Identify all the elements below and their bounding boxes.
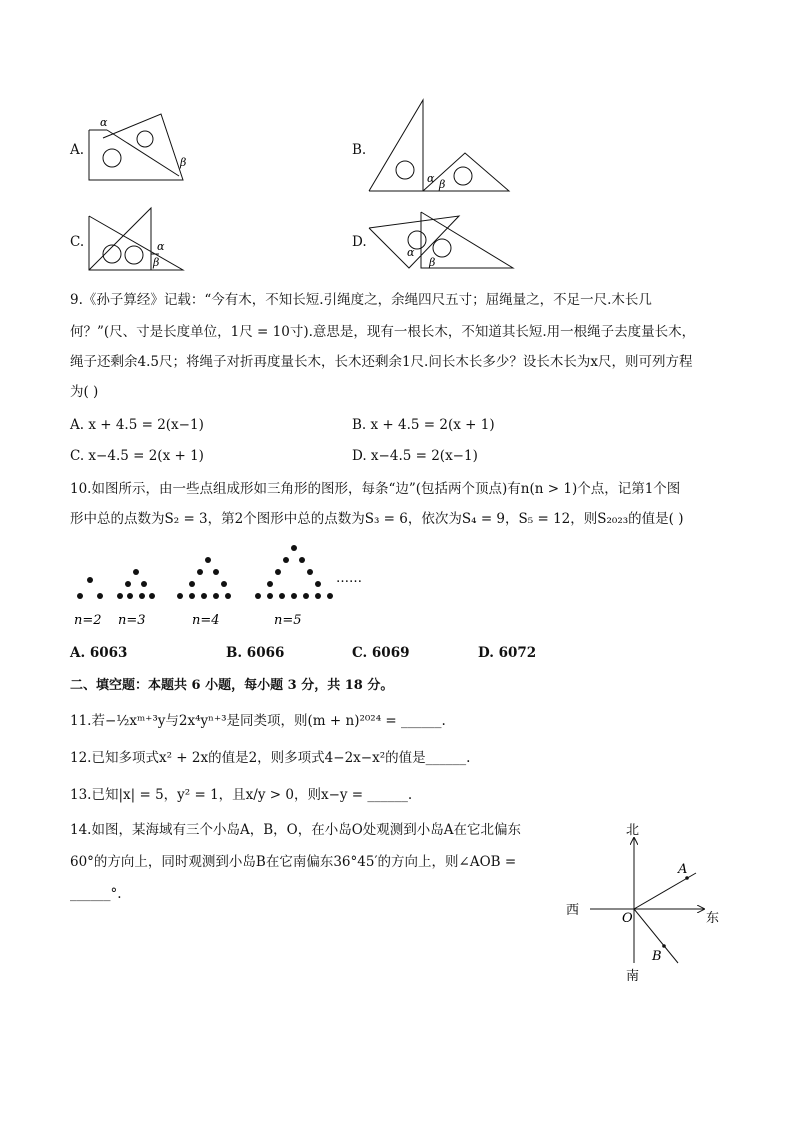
q9-option-d: D. x−4.5 = 2(x−1) xyxy=(352,448,478,464)
q12-text: 12.已知多项式x² + 2x的值是2，则多项式4−2x−x²的值是______. xyxy=(70,750,471,766)
q9-option-b: B. x + 4.5 = 2(x + 1) xyxy=(352,417,495,433)
q14-line-3: ______°. xyxy=(70,886,122,902)
q9-option-c: C. x−4.5 = 2(x + 1) xyxy=(70,448,204,464)
west-label: 西 xyxy=(566,903,580,918)
q9-line-2: 何？”(尺、寸是长度单位，1尺 = 10寸).意思是，现有一根长木，不知道其长短.用一根绳子去度量长木， xyxy=(70,324,696,340)
q14-line-1: 14.如图，某海域有三个小岛A，B，O，在小岛O处观测到小岛A在它北偏东 xyxy=(70,822,522,838)
label-n3: n=3 xyxy=(118,613,146,628)
fig-option-c-label: C. xyxy=(70,234,85,250)
q13-text: 13.已知|x| = 5，y² = 1，且x/y > 0，则x−y = ______. xyxy=(70,787,413,803)
q10-option-a: A. 6063 xyxy=(70,645,128,661)
svg-text:α: α xyxy=(427,172,435,185)
east-label: 东 xyxy=(706,911,720,926)
alpha-label: α xyxy=(100,116,108,129)
q10-option-d: D. 6072 xyxy=(478,645,537,661)
triangle-n5 xyxy=(255,545,333,599)
triangle-n2 xyxy=(77,577,103,599)
point-a-label: A xyxy=(678,862,688,877)
q9-line-1: 9.《孙子算经》记载：“今有木，不知长短.引绳度之，余绳四尺五寸；屈绳量之，不足一尺.木长几 xyxy=(70,292,652,308)
fig-option-d-label: D. xyxy=(352,234,367,250)
triangle-n3 xyxy=(117,569,155,599)
svg-text:α: α xyxy=(407,246,415,259)
q14-line-2: 60°的方向上，同时观测到小岛B在它南偏东36°45′的方向上，则∠AOB = xyxy=(70,854,517,870)
q11-text: 11.若−½xᵐ⁺³y与2x⁴yⁿ⁺³是同类项，则(m + n)²⁰²⁴ = ______. xyxy=(70,713,446,729)
svg-text:β: β xyxy=(439,178,446,191)
svg-text:β: β xyxy=(153,256,160,269)
q10-line-1: 10.如图所示，由一些点组成形如三角形的图形，每条“边”(包括两个顶点)有n(n > 1)个点，记第1个图 xyxy=(70,481,681,497)
beta-label: β xyxy=(180,156,187,169)
fig-option-a-label: A. xyxy=(70,142,85,158)
north-label: 北 xyxy=(626,823,640,838)
south-label: 南 xyxy=(626,969,640,984)
q9-line-3: 绳子还剩余4.5尺；将绳子对折再度量长木，长木还剩余1尺.问长木长多少？设长木长为x尺，则可列方程 xyxy=(70,354,693,370)
q10-option-b: B. 6066 xyxy=(226,645,285,661)
q10-option-c: C. 6069 xyxy=(352,645,410,661)
point-o-label: O xyxy=(622,911,633,926)
ellipsis: …… xyxy=(336,571,362,586)
q9-line-4: 为( ) xyxy=(70,384,99,400)
triangle-n4 xyxy=(177,557,231,599)
label-n2: n=2 xyxy=(74,613,102,628)
svg-text:β: β xyxy=(429,256,436,269)
fig-option-c xyxy=(85,206,195,274)
fig-option-b-label: B. xyxy=(352,142,367,158)
section-2-title: 二、填空题：本题共 6 小题，每小题 3 分，共 18 分。 xyxy=(70,678,394,693)
point-b-label: B xyxy=(652,949,662,964)
svg-text:α: α xyxy=(157,240,165,253)
q10-line-2: 形中总的点数为S₂ = 3，第2个图形中总的点数为S₃ = 6，依次为S₄ = 9，S₅ = 12，则S₂₀₂₃的值是( ) xyxy=(70,511,684,527)
label-n5: n=5 xyxy=(274,613,302,628)
fig-option-d xyxy=(367,208,517,272)
q9-option-a: A. x + 4.5 = 2(x−1) xyxy=(70,417,204,433)
q10-dot-figures xyxy=(70,540,380,630)
fig-option-a xyxy=(85,110,195,185)
label-n4: n=4 xyxy=(192,613,220,628)
compass-diagram xyxy=(560,818,730,988)
fig-option-b xyxy=(365,98,515,195)
